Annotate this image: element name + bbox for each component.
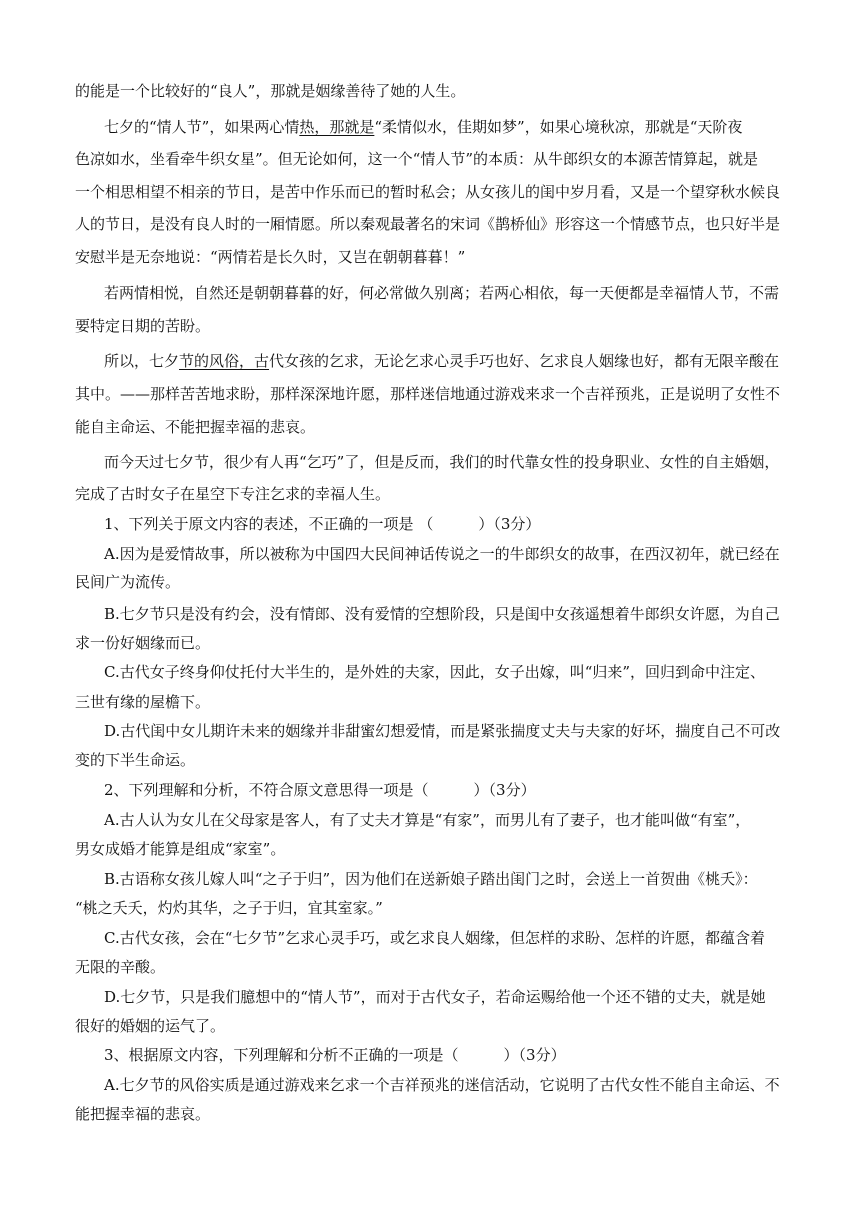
text-line: 完成了古时女子在星空下专注乞求的幸福人生。 <box>75 485 391 503</box>
question-3: 3、根据原文内容，下列理解和分析不正确的一项是（ ）（3分） <box>104 1046 566 1064</box>
text-line: “桃之夭夭，灼灼其华，之子于归，宜其室家。” <box>75 899 383 917</box>
text-line: 人的节日，是没有良人时的一厢情愿。所以秦观最著名的宋词《鹊桥仙》形容这一个情感节点，也只好半是 <box>75 215 781 233</box>
underlined-text: 热，那就是 <box>299 118 375 136</box>
text-line: 若两情相悦，自然还是朝朝暮暮的好，何必常做久别离；若两心相依，每一天便都是幸福情人节，不需 <box>104 284 780 302</box>
underlined-text: 节的风俗，古 <box>179 352 270 370</box>
question-1: 1、下列关于原文内容的表述，不正确的一项是 （ ）（3分） <box>104 515 541 533</box>
text-line <box>104 117 860 137</box>
option-1b: B.七夕节只是没有约会，没有情郎、没有爱情的空想阶段，只是闺中女孩遥想着牛郎织女许愿，为自己 <box>104 605 780 623</box>
option-2a: A.古人认为女儿在父母家是客人，有了丈夫才算是“有家”，而男儿有了妻子，也才能叫做“有室”， <box>104 811 751 829</box>
text-run: 七夕的“情人节”，如果两心情 <box>104 118 300 136</box>
text-line: 很好的婚姻的运气了。 <box>75 1017 226 1035</box>
text-line: 三世有缘的屋檐下。 <box>75 693 211 711</box>
text-line <box>104 351 860 371</box>
text-line: 要特定日期的苦盼。 <box>75 317 211 335</box>
text-line: 男女成婚才能算是组成“家室”。 <box>75 840 286 858</box>
text-line: 其中。——那样苦苦地求盼，那样深深地许愿，那样迷信地通过游戏来求一个吉祥预兆，正是说明了女性不 <box>75 385 781 403</box>
text-run: 代女孩的乞求，无论乞求心灵手巧也好、乞求良人姻缘也好，都有无限辛酸在 <box>269 352 780 370</box>
option-2b: B.古语称女孩儿嫁人叫“之子于归”，因为他们在送新娘子踏出闺门之时，会送上一首贺曲《桃夭》： <box>104 870 758 888</box>
text-line: 无限的辛酸。 <box>75 958 166 976</box>
text-line: 能把握幸福的悲哀。 <box>75 1105 211 1123</box>
text-line: 变的下半生命运。 <box>75 751 196 769</box>
option-2d: D.七夕节，只是我们臆想中的“情人节”，而对于古代女子，若命运赐给他一个还不错的丈夫，就是她 <box>104 988 766 1006</box>
option-1d: D.古代闺中女儿期许未来的姻缘并非甜蜜幻想爱情，而是紧张揣度丈夫与夫家的好坏，揣度自己不可改 <box>104 722 781 740</box>
text-line: 而今天过七夕节，很少有人再“乞巧”了，但是反而，我们的时代靠女性的投身职业、女性的自主婚姻， <box>104 453 780 471</box>
option-1a: A.因为是爱情故事，所以被称为中国四大民间神话传说之一的牛郎织女的故事，在西汉初年，就已经在 <box>104 545 780 563</box>
text-run: “柔情似水，佳期如梦”，如果心境秋凉，那就是“天阶夜 <box>374 118 743 136</box>
text-run: 所以，七夕 <box>104 352 180 370</box>
text-line: 的能是一个比较好的“良人”，那就是姻缘善待了她的人生。 <box>75 82 466 100</box>
option-2c: C.古代女孩，会在“七夕节”乞求心灵手巧，或乞求良人姻缘，但怎样的求盼、怎样的许愿，都蕴含着 <box>104 929 766 947</box>
text-line: 能自主命运、不能把握幸福的悲哀。 <box>75 418 316 436</box>
text-line: 一个相思相望不相亲的节日，是苦中作乐而已的暂时私会；从女孩儿的闺中岁月看，又是一个望穿秋水候良 <box>75 183 781 201</box>
text-line: 求一份好姻缘而已。 <box>75 634 211 652</box>
text-line: 安慰半是无奈地说：“两情若是长久时，又岂在朝朝暮暮！” <box>75 248 466 266</box>
option-3a: A.七夕节的风俗实质是通过游戏来乞求一个吉祥预兆的迷信活动，它说明了古代女性不能自主命运、不 <box>104 1076 780 1094</box>
question-2: 2、下列理解和分析，不符合原文意思得一项是（ ）（3分） <box>104 781 536 799</box>
option-1c: C.古代女子终身仰仗托付大半生的，是外姓的夫家，因此，女子出嫁，叫“归来”，回归到命中注定、 <box>104 663 766 681</box>
text-line: 色凉如水，坐看牵牛织女星”。但无论如何，这一个“情人节”的本质：从牛郎织女的本源苦情算起，就是 <box>75 150 759 168</box>
text-line: 民间广为流传。 <box>75 573 181 591</box>
